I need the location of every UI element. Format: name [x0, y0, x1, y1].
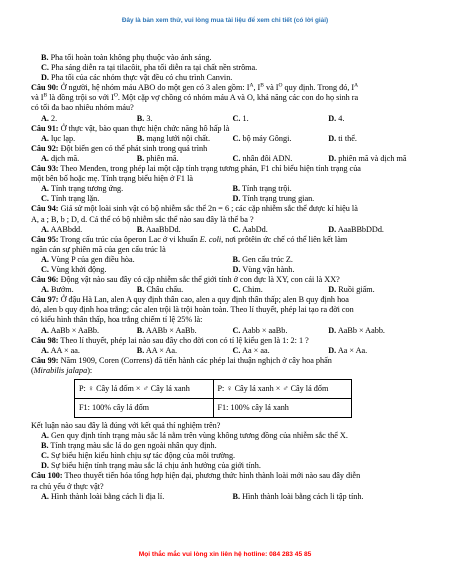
option-a: A. Hình thành loài bằng cách li địa lí. — [41, 491, 165, 501]
option-a: A. Vùng P của gen điều hòa. — [41, 254, 135, 264]
table-cell: F1: 100% cây lá đốm — [75, 399, 214, 418]
question-93: Câu 93: Theo Menđen, trong phép lai một cặp tính trạng tương phản, F1 chỉ biểu hiện tính trạng của — [31, 164, 361, 174]
option-a: A. dịch mã. — [41, 153, 80, 163]
question-text: và $I^B$ là đồng trội so với $I^O$. Một cặp vợ chồng có nhóm máu A và O, khả năng các con do họ sinh ra — [31, 92, 359, 103]
answer-line: B. Pha tối hoàn toàn không phụ thuộc vào ánh sáng. — [41, 53, 212, 62]
option-c: C. 1. — [232, 113, 249, 123]
option-a: A. AABbdd. — [41, 224, 83, 234]
answer-options — [31, 154, 424, 164]
question-90: Câu 90: Ở người, hệ nhóm máu ABO do một gen có 3 alen gồm: $I^A$, $I^B$ và $I^O$ quy định. Trong đó, $I^A$ — [31, 82, 359, 93]
document-body — [31, 53, 424, 502]
option-b: B. AaaBbDd. — [136, 224, 181, 234]
option-a: A. 2. — [41, 113, 58, 123]
option-b: B. 3. — [136, 113, 153, 123]
option-d: D. Vùng vận hành. — [232, 264, 295, 274]
question-text: ngăn cản sự phiên mã của gen cấu trúc là — [31, 244, 166, 254]
table-row — [75, 380, 352, 399]
option-d: D. Tính trạng trung gian. — [232, 194, 315, 204]
answer-options — [31, 285, 424, 295]
question-98: Câu 98: Theo lí thuyết, phép lai nào sau đây cho đời con có tỉ lệ kiểu gen là 1: 2: 1 ? — [31, 335, 309, 345]
option-d: D. Ruồi giấm. — [328, 285, 375, 295]
answer-options — [31, 194, 424, 204]
option-a: A. AaBb × AaBb. — [41, 325, 100, 335]
option-c: C. Sự biểu hiện kiểu hình chịu sự tác động của môi trường. — [41, 451, 236, 461]
option-b: B. mạng lưới nội chất. — [136, 133, 211, 143]
option-a: A. Tính trạng tương ứng. — [41, 184, 124, 194]
option-a: A. AA × aa. — [41, 345, 80, 355]
option-c: C. AabDd. — [232, 224, 268, 234]
option-d: D. Aa × Aa. — [328, 345, 368, 355]
option-d: D. phiên mã và dịch mã — [328, 153, 407, 163]
answer-options — [31, 346, 424, 356]
question-94: Câu 94: Giả sử một loài sinh vật có bộ nhiễm sắc thể 2n = 6 ; các cặp nhiễm sắc thể được kí hiệu là — [31, 204, 358, 214]
question-92: Câu 92: Đột biến gen có thể phát sinh trong quá trình — [31, 143, 208, 153]
option-d: D. AaBb × Aabb. — [328, 325, 385, 335]
question-text: một bên bố hoặc mẹ. Tính trạng biểu hiện ở F1 là — [31, 174, 193, 184]
table-cell: P: ♀ Cây lá xanh × ♂ Cây lá đốm — [213, 380, 352, 399]
question-97: Câu 97: Ở đậu Hà Lan, alen A quy định thân cao, alen a quy định thân thấp; alen B quy định hoa — [31, 295, 349, 305]
answer-options — [31, 492, 424, 502]
answer-options — [31, 255, 424, 265]
answer-options — [31, 326, 424, 336]
table-row — [75, 399, 352, 418]
question-text: có tối đa bao nhiêu nhóm máu? — [31, 103, 134, 113]
option-c: C. Chim. — [232, 285, 263, 295]
option-b: B. Tính trạng màu sắc lá do gen ngoài nhân quy định. — [41, 441, 217, 451]
answer-options — [31, 265, 424, 275]
question-text: đỏ, alen b quy định hoa trắng; các alen trội là trội hoàn toàn. Theo lí thuyết, phép lai tạo ra đời con — [31, 305, 354, 315]
question-96: Câu 96: Động vật nào sau đây có cặp nhiễm sắc thể giới tính ở con đực là XY, con cái là XX? — [31, 275, 340, 285]
option-c: C. Tính trạng lặn. — [41, 194, 100, 204]
question-text: Kết luận nào sau đây là đúng với kết quả thí nghiệm trên? — [31, 421, 221, 430]
option-b: B. phiên mã. — [136, 153, 179, 163]
option-a: A. lục lạp. — [41, 133, 76, 143]
option-b: B. AABb × AaBb. — [136, 325, 197, 335]
question-95: Câu 95: Trong cấu trúc của ôperon Lac ở vi khuẩn E. coli, nơi prôtêin ức chế có thể liên kết làm — [31, 234, 348, 244]
question-text: A, a ; B, b ; D, d. Cá thể có bộ nhiễm sắc thể nào sau đây là thể ba ? — [31, 214, 254, 224]
option-c: C. Vùng khởi động. — [41, 264, 107, 274]
option-b: B. Hình thành loài bằng cách li tập tính. — [232, 491, 364, 501]
option-c: C. Aabb × aaBb. — [232, 325, 288, 335]
cross-results-table — [74, 379, 352, 418]
option-b: B. AA × Aa. — [136, 345, 178, 355]
option-d: D. AaaBBbDDd. — [328, 224, 384, 234]
option-b: B. Châu chấu. — [136, 285, 184, 295]
option-c: C. bộ máy Gôngi. — [232, 133, 292, 143]
option-d: D. ti thể. — [328, 133, 357, 143]
preview-banner: Đây là bản xem thử, vui lòng mua tài liệu để xem chi tiết (có lời giải) — [121, 17, 329, 24]
question-text: (Mirabilis jalapa): — [31, 365, 93, 375]
hotline-banner: Mọi thắc mắc vui lòng xin liên hệ hotline: 084 283 45 85 — [138, 551, 312, 558]
answer-options — [31, 134, 424, 144]
question-99: Câu 99: Năm 1909, Coren (Correns) đã tiến hành các phép lai thuận nghịch ở cây hoa phấn — [31, 355, 332, 365]
option-d: D. Sự biểu hiện tính trạng màu sắc lá chịu ảnh hưởng của giới tính. — [41, 461, 261, 471]
option-a: A. Gen quy định tính trạng màu sắc lá nằm trên vùng không tương đồng của nhiễm sắc thể X. — [41, 431, 348, 441]
answer-options — [31, 114, 424, 124]
option-b: B. Tính trạng trội. — [232, 184, 292, 194]
option-c: C. Aa × aa. — [232, 345, 270, 355]
option-b: B. Gen cấu trúc Z. — [232, 254, 293, 264]
answer-options — [31, 184, 424, 194]
answer-line: C. Pha sáng diễn ra tại tilacôit, pha tối diễn ra tại chất nền strôma. — [41, 63, 258, 73]
question-100: Câu 100: Theo thuyết tiến hóa tổng hợp hiện đại, phương thức hình thành loài mới nào sau đây diễn — [31, 471, 361, 481]
table-cell: P: ♀ Cây lá đốm × ♂ Cây lá xanh — [75, 380, 214, 399]
option-d: D. 4. — [328, 113, 345, 123]
question-91: Câu 91: Ở thực vật, bào quan thực hiện chức năng hô hấp là — [31, 123, 230, 133]
option-c: C. nhân đôi ADN. — [232, 153, 293, 163]
answer-line: D. Pha tối của các nhóm thực vật đều có chu trình Canvin. — [41, 73, 233, 83]
question-text: có kiểu hình thân thấp, hoa trắng chiếm tỉ lệ 25% là: — [31, 315, 203, 325]
question-text: ra chủ yếu ở thực vật? — [31, 481, 104, 491]
option-a: A. Bướm. — [41, 285, 74, 295]
table-cell: F1: 100% cây lá xanh — [213, 399, 352, 418]
answer-options — [31, 225, 424, 235]
